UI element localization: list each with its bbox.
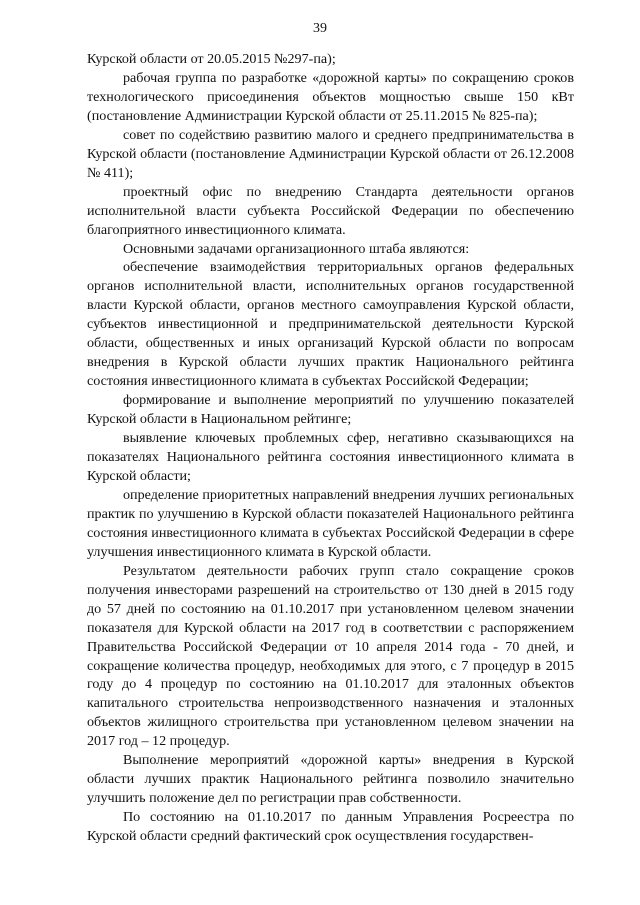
paragraph-roadmap-results: Выполнение мероприятий «дорожной карты» внедрения в Курской области лучших практик Национального рейтинга позволило значительно улучшить положение дел по регистрации прав собственности. <box>87 752 574 807</box>
paragraph-task-measures: формирование и выполнение мероприятий по улучшению показателей Курской области в Национальном рейтинге; <box>87 392 574 428</box>
paragraph-task-priority-directions: определение приоритетных направлений внедрения лучших региональных практик по улучшению в Курской области показателей Национального рейтинга состояния инвестиционного климата в субъектах Российской Федерации в сфере улучшения инвестиционного климата в Курской области. <box>87 486 574 560</box>
page-number: 39 <box>313 21 327 36</box>
paragraph-business-council: совет по содействию развитию малого и среднего предпринимательства в Курской области (постановление Администрации Курской области от 26.12.2008 № 411); <box>87 126 574 181</box>
paragraph-task-problem-areas: выявление ключевых проблемных сфер, негативно сказывающихся на показателях Национального рейтинга состояния инвестиционного климата в Курской области; <box>87 430 574 484</box>
paragraph-continuation: Курской области от 20.05.2015 №297-па); <box>87 51 336 67</box>
paragraph-main-tasks-heading: Основными задачами организационного штаба являются: <box>123 240 470 257</box>
document-body <box>87 50 574 846</box>
paragraph-results-permits: Результатом деятельности рабочих групп стало сокращение сроков получения инвесторами разрешений на строительство от 130 дней в 2015 году до 57 дней по состоянию на 01.10.2017 при установленном целевом значении показателя для Курской области на 2017 год в соответствии с распоряжением Правительства Российской Федерации от 10 апреля 2014 года - 70 дней, и сокращение количества процедур, необходимых для этого, с 7 процедур в 2015 году до 4 процедур по состоянию на 01.10.2017 для эталонных объектов капитального строительства непроизводственного назначения и эталонных объектов жилищного строительства при установленном целевом значении на 2017 год – 12 процедур. <box>87 562 574 750</box>
paragraph-task-interaction: обеспечение взаимодействия территориальных органов федеральных органов исполнительной власти, исполнительных органов государственной власти Курской области, органов местного самоуправления Курской области, субъектов инвестиционной и предпринимательской деятельности Курской области, общественных и иных организаций Курской области по вопросам внедрения в Курской области лучших практик Национального рейтинга состояния инвестиционного климата в субъектах Российской Федерации; <box>87 259 574 390</box>
paragraph-rosreestr-status: По состоянию на 01.10.2017 по данным Управления Росреестра по Курской области средний фактический срок осуществления государствен- <box>87 809 574 845</box>
paragraph-project-office: проектный офис по внедрению Стандарта деятельности органов исполнительной власти субъекта Российской Федерации по обеспечению благоприятного инвестиционного климата. <box>87 183 574 238</box>
paragraph-working-group-roadmap: рабочая группа по разработке «дорожной карты» по сокращению сроков технологического присоединения объектов мощностью свыше 150 кВт (постановление Администрации Курской области от 25.11.2015 № 825-па); <box>87 69 574 124</box>
